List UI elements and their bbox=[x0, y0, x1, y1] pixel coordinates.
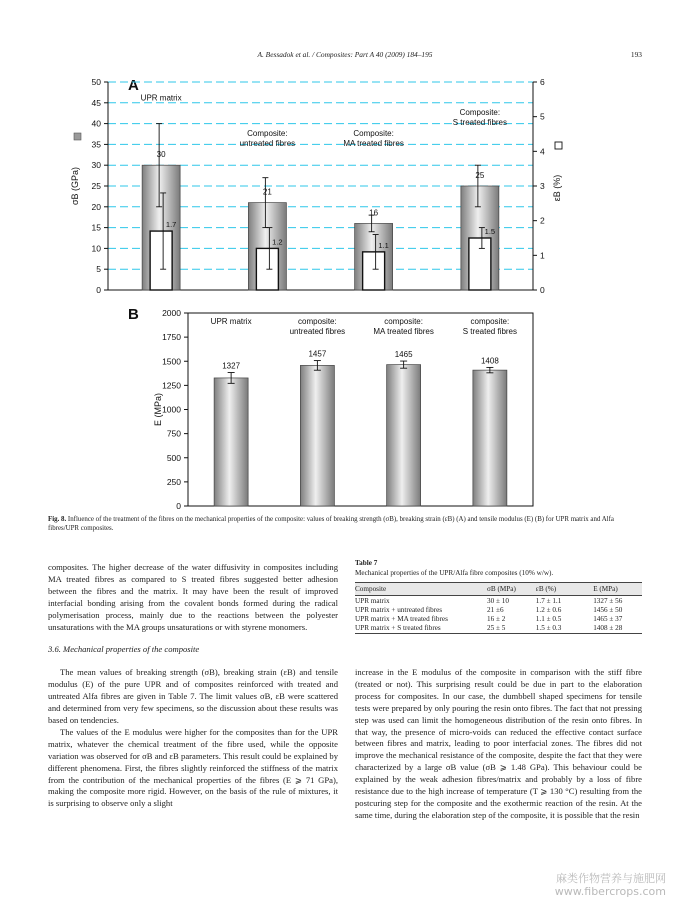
table-cell: 1465 ± 37 bbox=[593, 614, 623, 623]
y-tick-label: 250 bbox=[166, 476, 181, 487]
y-tick-label: 50 bbox=[91, 77, 101, 87]
category-label: composite: bbox=[298, 317, 337, 326]
page-number: 193 bbox=[630, 50, 642, 59]
y-tick-label: 500 bbox=[166, 452, 181, 463]
table-cell: 1327 ± 56 bbox=[593, 596, 623, 605]
category-label: UPR matrix bbox=[140, 93, 182, 103]
y-tick-label: 20 bbox=[91, 201, 101, 212]
data-label-modulus: 1327 bbox=[222, 361, 241, 371]
right-paragraph-1: increase in the E modulus of the composite in comparison with the stiff fibre (treated or not). This surprising result could be due in part to the elaboration process for composites. In our case, the dumbbell shaped specimens for tensile tests were prepared by only pouring the resin onto fibres. The fact that not pressing step was used can limit the homogeneous distribution of the resin onto fibres. In that way, the presence of micro-voids can reduced the effective contact surface between fibres and matrix, leading to poor interfacial zones. The fibres did not improve the mechanical resistance of the composite, despite the fact that they were characterized by a large σB value (σB ⩾ 1.48 GPa). This behaviour could be explained by the weak adhesion fibres/matrix and probably by a loss of fibre resistance due to the high increase of temperature (T ⩾ 130 °C) resulting from the postcuring step for the composite and the exothermic reaction of the resin. At the same time, during the elaboration step of the composite, it is possible that the resin bbox=[355, 667, 642, 820]
table-row bbox=[355, 596, 642, 606]
data-label-strength: 21 bbox=[262, 187, 272, 197]
category-label: Composite: bbox=[459, 108, 501, 118]
figure-8a-chart bbox=[48, 70, 638, 302]
bar-strain bbox=[150, 231, 172, 290]
chart-b-svg bbox=[48, 303, 638, 515]
watermark bbox=[555, 872, 666, 898]
table-cell: 1408 ± 28 bbox=[593, 624, 642, 634]
y2-tick-label: 1 bbox=[540, 250, 545, 261]
category-label: untreated fibres bbox=[239, 139, 296, 148]
table-row bbox=[355, 624, 642, 634]
section-title: 3.6. Mechanical properties of the composite bbox=[48, 644, 200, 655]
right-column bbox=[355, 667, 642, 822]
left-column bbox=[48, 562, 338, 810]
watermark-line-1: 麻类作物营养与施肥网 bbox=[556, 872, 666, 885]
table-header-cell: σB (MPa) bbox=[487, 583, 536, 596]
table-cell: 25 ± 5 bbox=[487, 624, 536, 634]
data-label-strain: 1.5 bbox=[484, 227, 496, 236]
table-title: Table 7 bbox=[355, 559, 378, 567]
table-cell: 1.5 ± 0.3 bbox=[536, 624, 593, 634]
table-subtitle: Mechanical properties of the UPR/Alfa fibre composites (10% w/w). bbox=[355, 569, 554, 577]
table-grid bbox=[355, 582, 642, 634]
data-label-strain: 1.7 bbox=[165, 220, 177, 230]
running-title: A. Bessadok et al. / Composites: Part A 40 (2009) 184–195 bbox=[257, 50, 433, 59]
table-cell: 30 ± 10 bbox=[487, 596, 509, 605]
category-label: Composite: bbox=[353, 129, 394, 138]
y-tick-label: 0 bbox=[96, 285, 101, 295]
y-axis-title: σB (GPa) bbox=[70, 166, 80, 206]
legend-marker-strength bbox=[74, 133, 81, 140]
y2-tick-label: 6 bbox=[540, 77, 545, 87]
y-tick-label: 30 bbox=[91, 160, 101, 171]
y-tick-label: 750 bbox=[166, 428, 181, 439]
table-cell: UPR matrix + MA treated fibres bbox=[355, 614, 448, 623]
data-label-strain: 1.2 bbox=[272, 237, 283, 247]
category-label: UPR matrix bbox=[210, 317, 252, 326]
bar-modulus bbox=[473, 370, 507, 506]
watermark-line-2: www.fibercrops.com bbox=[554, 885, 666, 898]
figure-8b-chart bbox=[48, 303, 638, 515]
bar-modulus bbox=[300, 365, 334, 506]
panel-label-a: A bbox=[128, 77, 139, 94]
y-tick-label: 2000 bbox=[162, 308, 181, 318]
table-7 bbox=[355, 558, 642, 634]
y-tick-label: 40 bbox=[91, 118, 101, 129]
legend-marker-strain bbox=[555, 142, 562, 149]
category-label: MA treated fibres bbox=[373, 327, 434, 336]
data-label-strength: 25 bbox=[475, 171, 485, 180]
y-tick-label: 5 bbox=[96, 264, 101, 275]
y-tick-label: 1250 bbox=[162, 380, 181, 391]
category-label: composite: bbox=[470, 317, 510, 326]
y-tick-label: 0 bbox=[176, 501, 181, 511]
y2-tick-label: 2 bbox=[540, 215, 545, 226]
y2-tick-label: 5 bbox=[540, 111, 545, 122]
table-row bbox=[355, 605, 642, 614]
bar-modulus bbox=[387, 365, 421, 506]
y2-tick-label: 0 bbox=[540, 285, 545, 295]
left-paragraph-1: composites. The higher decrease of the water diffusivity in composites including MA treated fibres as compared to S treated fibres suggested better adhesion between the fibres and the matrix. It may have been the result of improved interfacial bonding arising from the covalent bonds formed during the radical polymerisation process, mainly due to the reactions between the polyester unsaturations with the MA groups unsaturations or with styrene monomers. bbox=[48, 562, 338, 632]
table-header-row bbox=[355, 583, 642, 596]
y-tick-label: 10 bbox=[91, 243, 101, 254]
category-label: untreated fibres bbox=[289, 327, 346, 336]
table-header-cell: εB (%) bbox=[536, 583, 593, 596]
data-label-modulus: 1457 bbox=[308, 349, 327, 359]
caption-text: Influence of the treatment of the fibres on the mechanical properties of the composite: values of breaking strength (σB), breaking strain (εB) (A) and tensile modulus (E) (B) for UPR matrix and Alfa fibres/UPR composites. bbox=[48, 516, 614, 532]
category-label: S treated fibres bbox=[452, 118, 507, 128]
table-cell: UPR matrix + S treated fibres bbox=[355, 624, 487, 634]
y-tick-label: 35 bbox=[91, 139, 101, 150]
caption-label: Fig. 8. bbox=[48, 516, 67, 523]
table-cell: UPR matrix + untreated fibres bbox=[355, 605, 443, 614]
data-label-strength: 16 bbox=[369, 208, 379, 218]
category-label: Composite: bbox=[247, 129, 288, 138]
category-label: MA treated fibres bbox=[343, 139, 404, 148]
panel-label-b: B bbox=[128, 306, 139, 323]
table-cell: UPR matrix bbox=[355, 596, 390, 605]
table-header-cell: Composite bbox=[355, 583, 487, 596]
y-tick-label: 1000 bbox=[162, 404, 181, 415]
y-tick-label: 25 bbox=[91, 181, 101, 191]
data-label-strain: 1.1 bbox=[378, 240, 389, 250]
table-header-cell: E (MPa) bbox=[593, 583, 642, 596]
bar-strain bbox=[363, 252, 385, 290]
y-tick-label: 45 bbox=[91, 97, 101, 108]
table-row bbox=[355, 614, 642, 623]
chart-a-svg bbox=[48, 70, 638, 302]
bar-modulus bbox=[214, 378, 248, 506]
left-paragraph-3: The values of the E modulus were higher for the composites than for the UPR matrix, whatever the chemical treatment of the fibre used, while the opposite variation was observed for σB and εB parameters. This result could be explained by different phenomena. First, the fibres slightly reinforced the stiffness of the matrix from the contribution of the mechanical properties of the fibres (E ⩾ 71 GPa), making the composite more rigid. However, on the basis of the rule of mixtures, it is surprising to observe only a slight bbox=[48, 726, 338, 809]
table-cell: 1.1 ± 0.5 bbox=[535, 614, 562, 623]
y2-tick-label: 3 bbox=[540, 181, 545, 191]
bar-strain bbox=[469, 238, 491, 290]
left-paragraph-2: The mean values of breaking strength (σB), breaking strain (εB) and tensile modulus (E) of the pure UPR and of composites reinforced with treated and untreated Alfa fibres are given in Table 7. The limit values σB, εB were scattered and determined from very few specimens, so the discussion about these results was based on tendencies. bbox=[48, 667, 338, 725]
data-label-modulus: 1408 bbox=[480, 356, 499, 366]
y2-tick-label: 4 bbox=[540, 146, 545, 157]
table-cell: 1.7 ± 1.1 bbox=[535, 596, 562, 605]
data-label-strength: 30 bbox=[156, 150, 166, 160]
y2-axis-title: εB (%) bbox=[552, 174, 562, 202]
category-label: composite: bbox=[384, 317, 423, 326]
data-label-modulus: 1465 bbox=[394, 350, 413, 360]
table-cell: 21 ±6 bbox=[487, 605, 504, 614]
table-cell: 1456 ± 50 bbox=[593, 605, 623, 614]
y-tick-label: 15 bbox=[91, 222, 101, 233]
y-tick-label: 1500 bbox=[162, 356, 181, 367]
category-label: S treated fibres bbox=[462, 327, 517, 336]
figure-caption bbox=[48, 515, 642, 533]
running-header bbox=[48, 50, 642, 64]
y-tick-label: 1750 bbox=[162, 332, 181, 343]
table-cell: 16 ± 2 bbox=[487, 614, 506, 623]
y-axis-title: E (MPa) bbox=[153, 392, 163, 427]
table-cell: 1.2 ± 0.6 bbox=[535, 605, 562, 614]
